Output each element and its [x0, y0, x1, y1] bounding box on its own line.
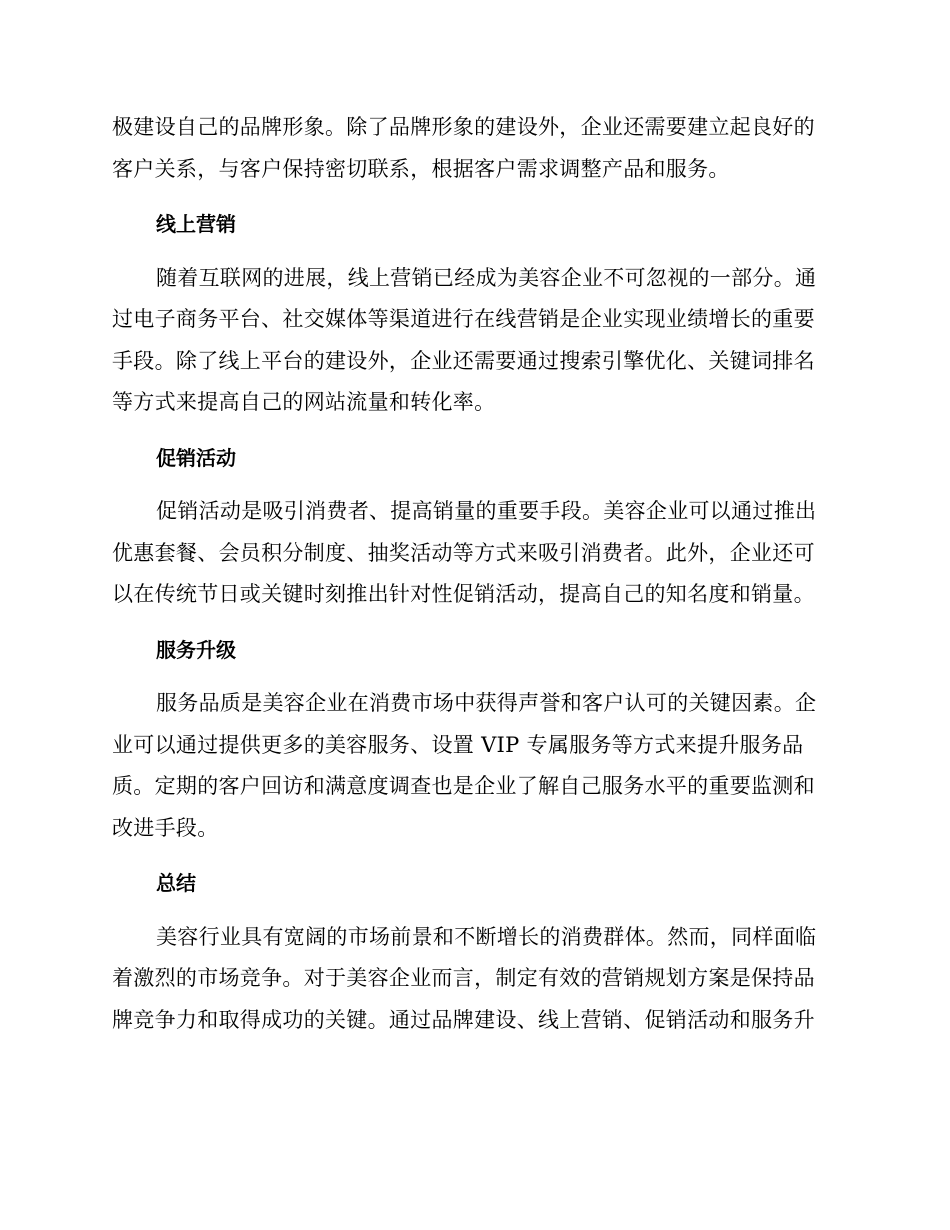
paragraph-line: 改进手段。 — [112, 815, 219, 840]
paragraph-line: 着激烈的市场竞争。对于美容企业而言，制定有效的营销规划方案是保持品 — [112, 966, 815, 990]
paragraph-line: 质。定期的客户回访和满意度调查也是企业了解自己服务水平的重要监测和 — [112, 774, 815, 798]
section-heading-service-upgrade: 服务升级 — [156, 637, 236, 662]
paragraph-line: 手段。除了线上平台的建设外，企业还需要通过搜索引擎优化、关键词排名 — [112, 348, 815, 373]
paragraph-line: 极建设自己的品牌形象。除了品牌形象的建设外，企业还需要建立起良好的 — [112, 115, 815, 139]
section-paragraph-online-marketing — [112, 258, 834, 424]
section-heading-summary: 总结 — [156, 871, 196, 895]
paragraph-line: 客户关系，与客户保持密切联系，根据客户需求调整产品和服务。 — [112, 156, 730, 181]
section-heading-promotions: 促销活动 — [156, 445, 236, 470]
paragraph-line: 过电子商务平台、社交媒体等渠道进行在线营销是企业实现业绩增长的重要 — [112, 307, 815, 331]
paragraph-line: 以在传统节日或关键时刻推出针对性促销活动，提高自己的知名度和销量。 — [112, 582, 815, 606]
section-paragraph-summary — [112, 917, 834, 1042]
paragraph-line: 牌竞争力和取得成功的关键。通过品牌建设、线上营销、促销活动和服务升 — [112, 1007, 815, 1032]
paragraph-line: 优惠套餐、会员积分制度、抽奖活动等方式来吸引消费者。此外，企业还可 — [112, 540, 815, 565]
document-body — [112, 107, 834, 1041]
section-heading-online-marketing: 线上营销 — [156, 212, 236, 236]
paragraph-line: 等方式来提高自己的网站流量和转化率。 — [112, 390, 496, 414]
paragraph-line: 促销活动是吸引消费者、提高销量的重要手段。美容企业可以通过推出 — [156, 499, 817, 523]
section-paragraph-service-upgrade — [112, 683, 834, 849]
section-paragraph-promotions — [112, 491, 834, 616]
paragraph-line: 服务品质是美容企业在消费市场中获得声誉和客户认可的关键因素。企 — [156, 691, 817, 715]
paragraph-line: 随着互联网的进展，线上营销已经成为美容企业不可忽视的一部分。通 — [156, 265, 817, 290]
paragraph-line: 业可以通过提供更多的美容服务、设置 VIP 专属服务等方式来提升服务品 — [112, 732, 804, 757]
paragraph-line: 美容行业具有宽阔的市场前景和不断增长的消费群体。然而，同样面临 — [156, 924, 817, 949]
intro-paragraph — [112, 107, 834, 190]
